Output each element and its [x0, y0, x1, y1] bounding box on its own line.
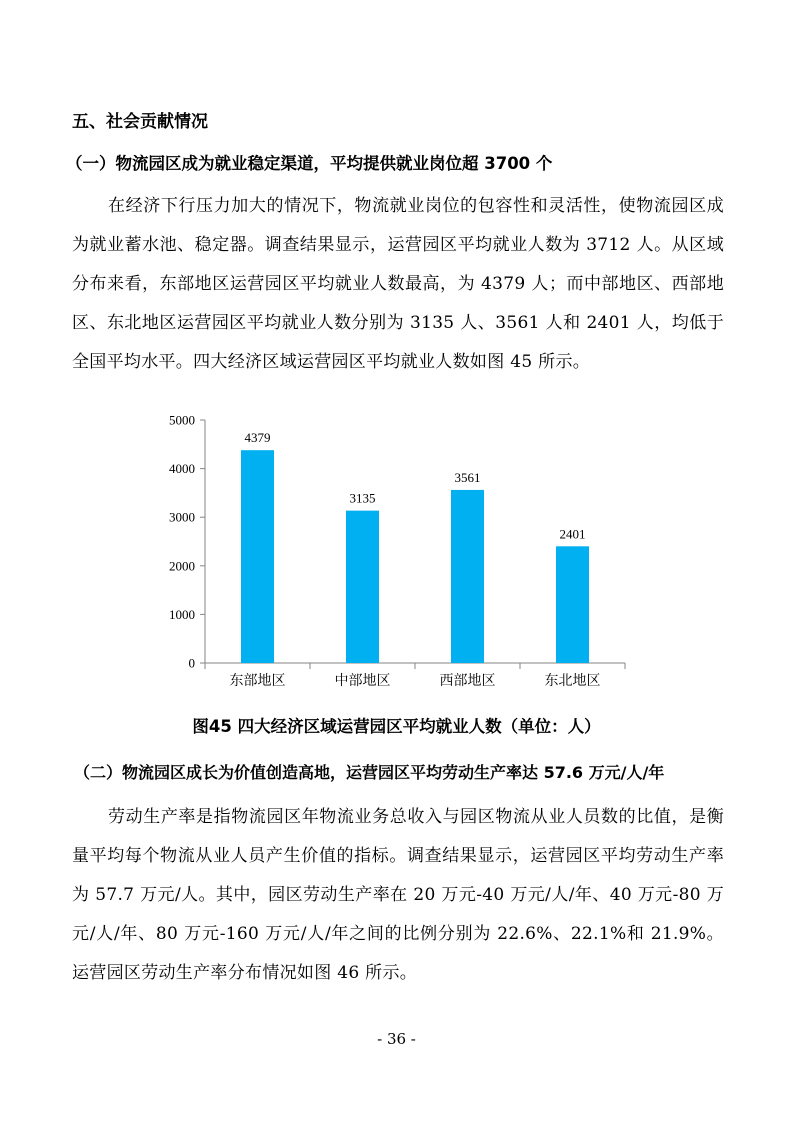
y-tick-label: 5000 — [169, 412, 195, 428]
figure-caption: 图45 四大经济区域运营园区平均就业人数（单位：人） — [192, 717, 601, 736]
bar — [241, 450, 274, 663]
x-category-label: 东北地区 — [544, 673, 601, 689]
y-tick-label: 2000 — [169, 558, 195, 574]
bar — [346, 511, 379, 663]
y-tick-label: 1000 — [169, 606, 195, 622]
bar-value-label: 3561 — [454, 469, 481, 485]
y-tick-label: 3000 — [169, 509, 195, 525]
x-category-label: 西部地区 — [439, 673, 496, 689]
y-tick-label: 0 — [188, 655, 195, 671]
bar-value-label: 4379 — [244, 430, 271, 446]
x-category-label: 中部地区 — [334, 673, 391, 689]
page-number: - 36 - — [377, 1030, 416, 1048]
bar-value-label: 3135 — [349, 490, 376, 506]
bar-value-label: 2401 — [559, 526, 586, 542]
subsection-1-heading: （一）物流园区成为就业稳定渠道，平均提供就业岗位超 3700 个 — [66, 154, 553, 173]
bar — [451, 490, 484, 663]
section-heading: 五、社会贡献情况 — [72, 112, 208, 132]
subsection-2-heading: （二）物流园区成长为价值创造高地，运营园区平均劳动生产率达 57.6 万元/人/年 — [74, 763, 665, 782]
subsection-1-paragraph: 在经济下行压力加大的情况下，物流就业岗位的包容性和灵活性，使物流园区成为就业蓄水池、稳定器。调查结果显示，运营园区平均就业人数为 3712 人。从区域分布来看，东部地区运营园区平均就业人数最高，为 4379 人；而中部地区、西部地区、东北地区运营园区平均就业人数分别为 3135 人、3561 人和 2401 人，均低于全国平均水平。四大经济区域运营园区平均就业人数如图 45 所示。 — [72, 196, 724, 372]
subsection-2-paragraph: 劳动生产率是指物流园区年物流业务总收入与园区物流从业人员数的比值，是衡量平均每个物流从业人员产生价值的指标。调查结果显示，运营园区平均劳动生产率为 57.7 万元/人。其中，园区劳动生产率在 20 万元-40 万元/人/年、40 万元-80 万元/人/年、80 万元-160 万元/人/年之间的比例分别为 22.6%、22.1%和 21.9%。运营园区劳动生产率分布情况如图 46 所示。 — [72, 807, 724, 983]
employment-bar-chart — [150, 405, 650, 705]
bar — [556, 546, 589, 663]
y-tick-label: 4000 — [169, 461, 195, 477]
x-category-label: 东部地区 — [229, 673, 286, 689]
